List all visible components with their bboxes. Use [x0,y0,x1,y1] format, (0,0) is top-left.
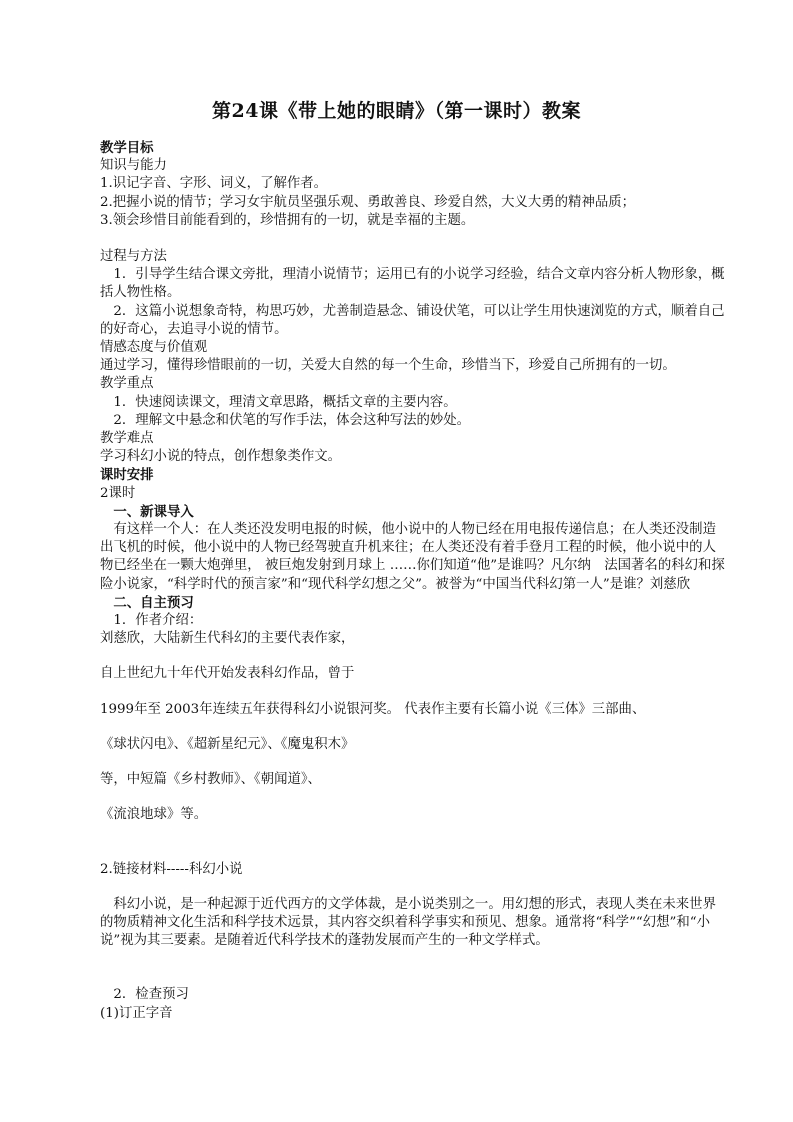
author-line: 自上世纪九十年代开始发表科幻作品，曾于 [100,666,355,682]
sci-fi-paragraph: 科幻小说，是一种起源于近代西方的文学体裁，是小说类别之一。用幻想的形式，表现人类在未来世界的物质精神文化生活和科学技术远景，其内容交织着科学事实和预见、想象。通常将“科学”“幻想”和“小说”视为其三要素。是随着近代科学技术的蓬勃发展而产生的一种文学样式。 [100,896,716,949]
goal-item: 2.把握小说的情节；学习女宇航员坚强乐观、勇敢善良、珍爱自然，大义大勇的精神品质； [100,194,636,210]
document-body [100,139,725,1023]
author-intro-label: 1．作者介绍： [113,613,203,629]
process-item: 2．这篇小说想象奇特，构思巧妙，尤善制造悬念、铺设伏笔，可以让学生用快速浏览的方式，顺着自己的好奇心，去追寻小说的情节。 [100,303,725,337]
link-material-label: 2.链接材料-----科幻小说 [100,861,243,877]
subheading-knowledge: 知识与能力 [100,158,167,174]
subheading-process: 过程与方法 [100,249,167,265]
section-heading-intro: 一、新课导入 [113,503,194,520]
subheading-difficulty: 教学难点 [100,431,154,447]
check-preview-label: 2．检查预习 [113,987,189,1003]
subheading-key-points: 教学重点 [100,376,154,392]
key-point-item: 1．快速阅读课文，理清文章思路，概括文章的主要内容。 [113,394,457,410]
author-line: 《流浪地球》等。 [100,807,208,823]
correct-pronunciation-label: (1)订正字音 [100,1005,173,1021]
process-item: 1．引导学生结合课文旁批，理清小说情节；运用已有的小说学习经验，结合文章内容分析人物形象，概括人物性格。 [100,267,725,301]
author-line: 刘慈欣，大陆新生代科幻的主要代表作家， [100,631,355,647]
author-line: 《球状闪电》、《超新星纪元》、《魔鬼积木》 [100,736,355,752]
intro-paragraph: 有这样一个人：在人类还没发明电报的时候，他小说中的人物已经在用电报传递信息；在人类还没制造出飞机的时候，他小说中的人物已经驾驶直升机来往；在人类还没有着手登月工程的时候，他小说中的人物已经坐在一颗大炮弹里， 被巨炮发射到月球上 ……你们知道“他”是谁吗？凡尔纳 法国著名的科幻和探险小说家，“科学时代的预言家”和“现代科学幻想之父”。被誉为“中国当代科幻第一人”是谁？刘慈欣 [100,522,725,592]
difficulty-text: 学习科幻小说的特点，创作想象类作文。 [100,449,342,465]
goal-item: 3.领会珍惜目前能看到的，珍惜拥有的一切，就是幸福的主题。 [100,212,475,228]
heading-schedule: 课时安排 [100,467,154,484]
goal-item: 1.识记字音、字形、词义，了解作者。 [100,176,328,192]
attitude-text: 通过学习，懂得珍惜眼前的一切，关爱大自然的每一个生命，珍惜当下，珍爱自己所拥有的一切。 [100,358,676,374]
section-heading-preview: 二、自主预习 [113,594,194,611]
schedule-text: 2课时 [100,485,136,501]
subheading-attitude: 情感态度与价值观 [100,340,208,356]
author-line: 1999年至 2003年连续五年获得科幻小说银河奖。 代表作主要有长篇小说《三体》三部曲、 [100,701,646,717]
key-point-item: 2．理解文中悬念和伏笔的写作手法，体会这种写法的妙处。 [113,412,471,428]
document-title: 第24课《带上她的眼睛》（第一课时）教案 [212,100,581,122]
heading-teaching-goals: 教学目标 [100,140,154,156]
author-line: 等，中短篇《乡村教师》、《朝闻道》、 [100,772,321,788]
